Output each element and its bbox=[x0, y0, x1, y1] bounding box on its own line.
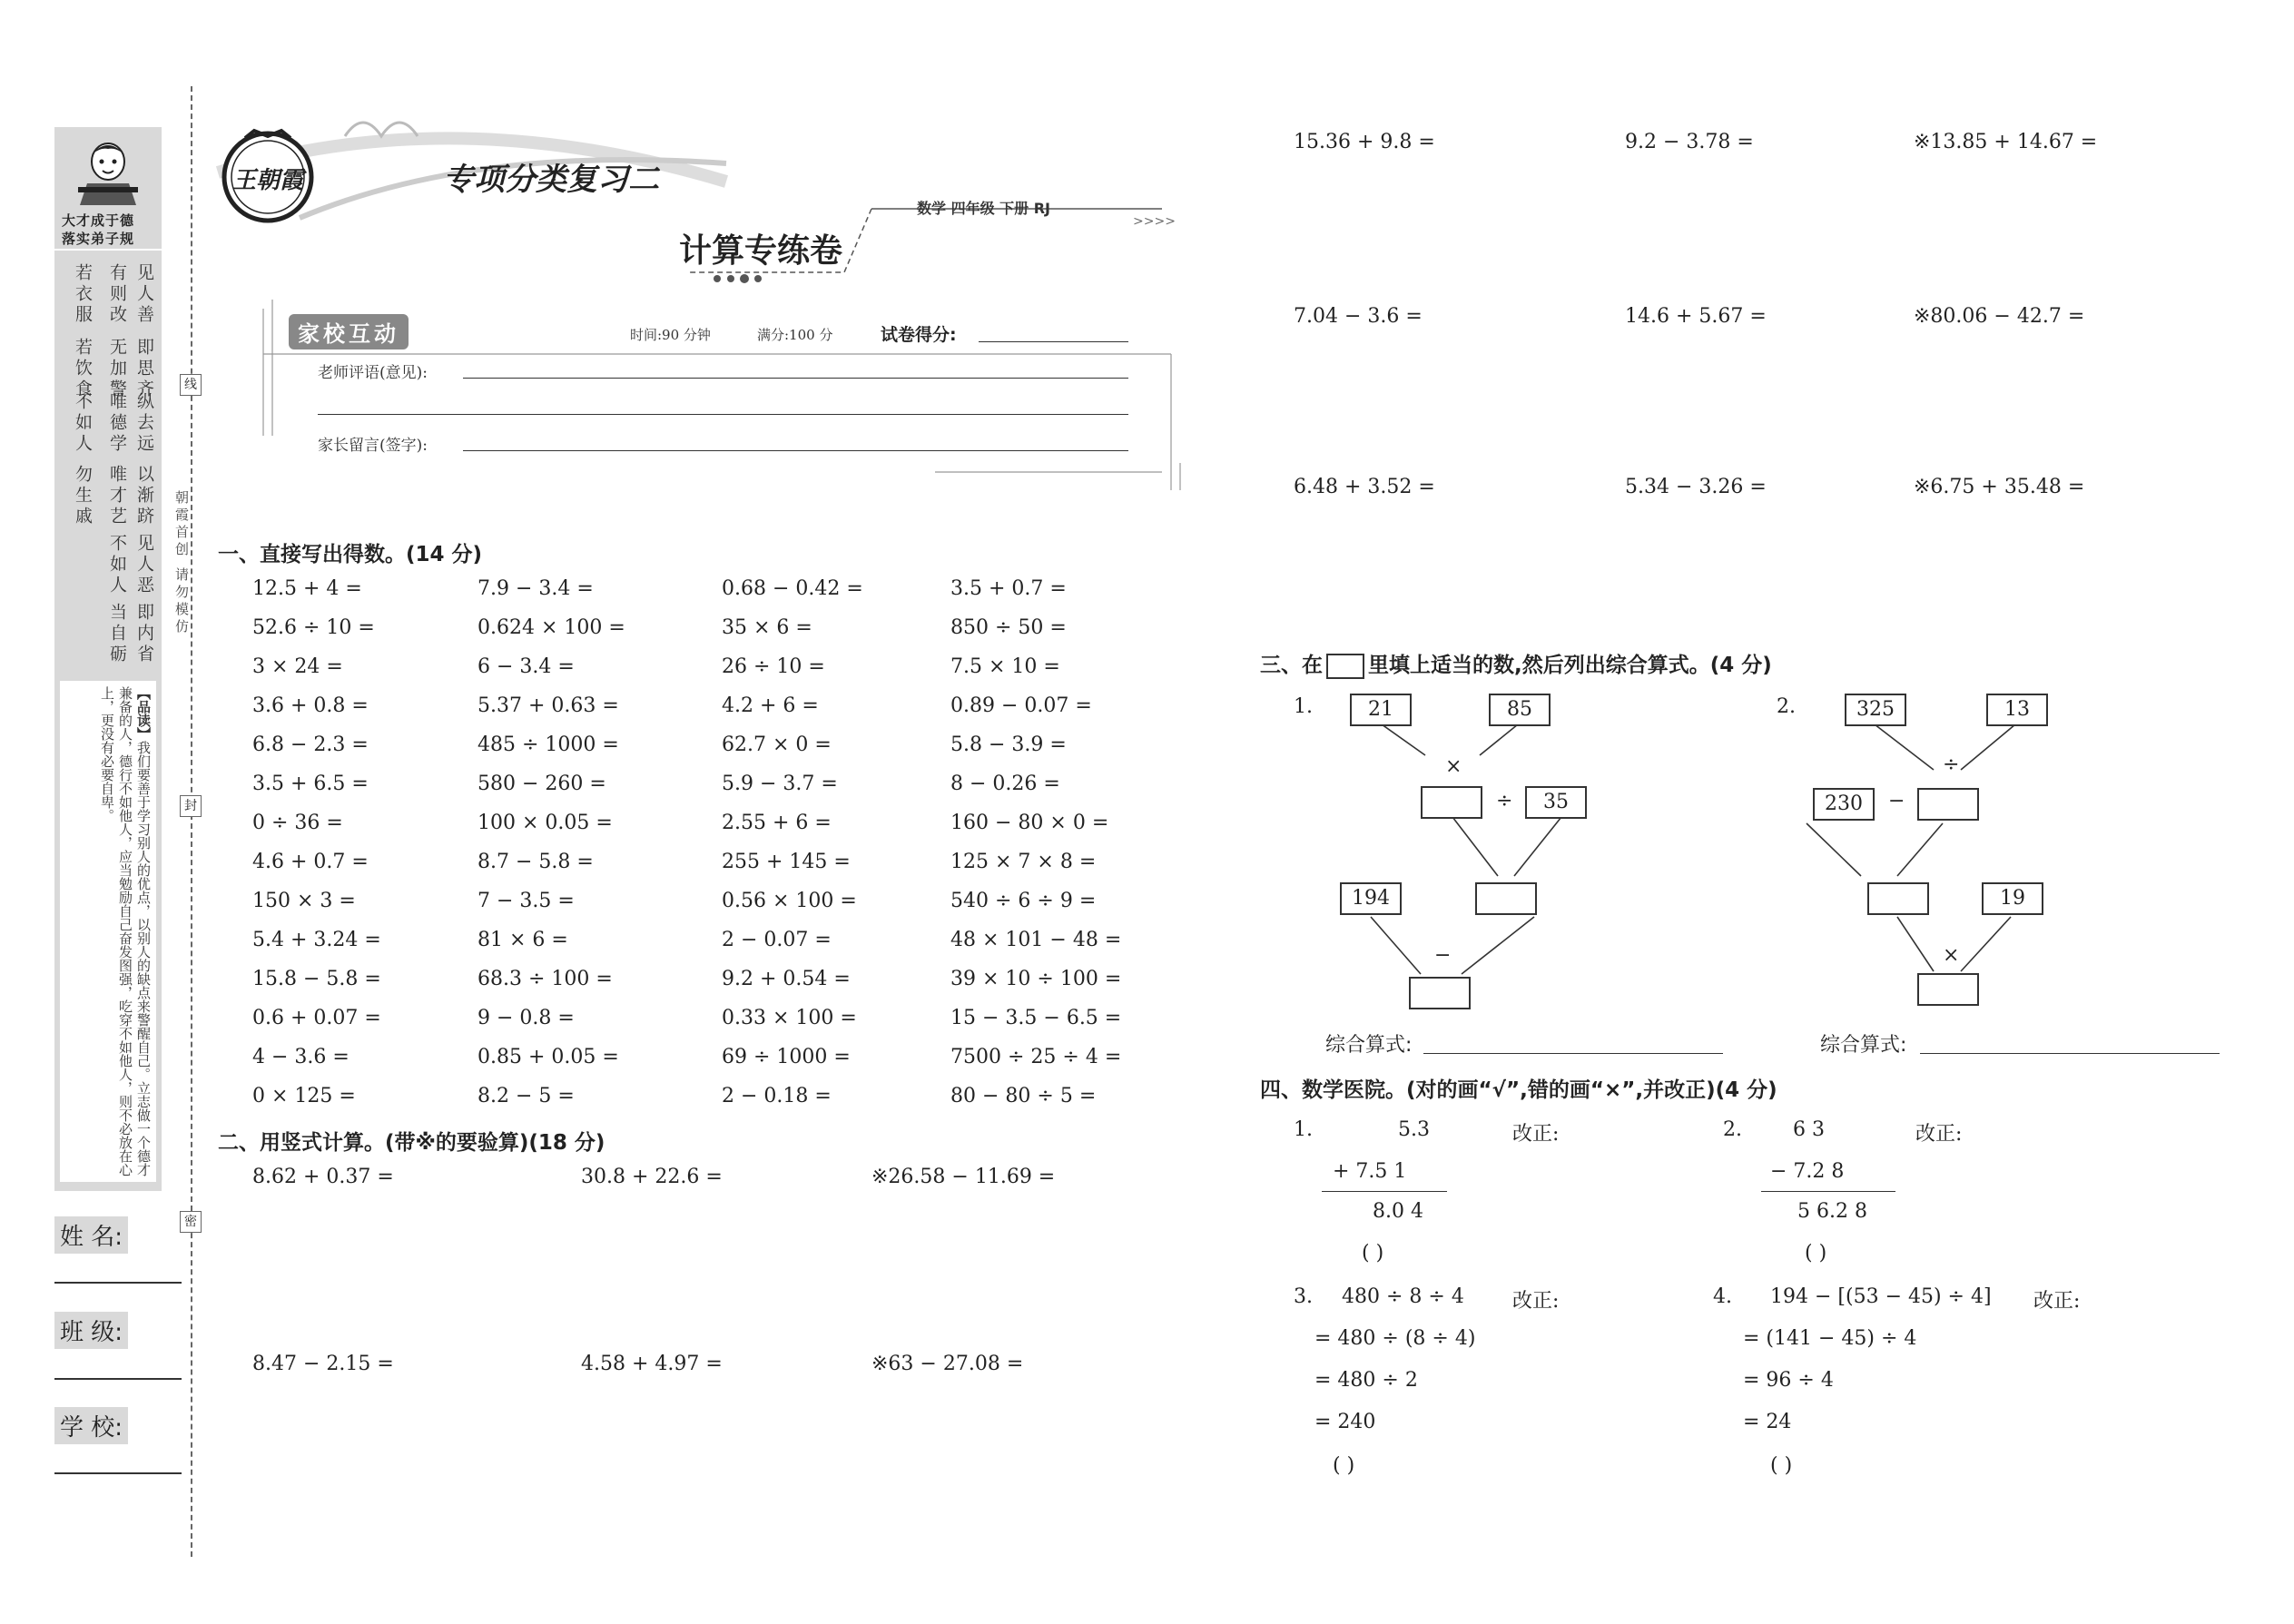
operator: × bbox=[1943, 944, 1960, 967]
mental-math-item: 12.5 + 4 = bbox=[252, 577, 362, 600]
vertical-calc-item: 5.34 − 3.26 = bbox=[1625, 476, 1767, 498]
mental-math-item: 5.8 − 3.9 = bbox=[950, 733, 1067, 756]
problem-number: 3. bbox=[1294, 1285, 1313, 1308]
vertical-calc-item: 8.62 + 0.37 = bbox=[252, 1166, 394, 1188]
given-number-box: 194 bbox=[1340, 882, 1402, 915]
mental-math-item: 5.9 − 3.7 = bbox=[722, 773, 838, 795]
exam-series-title: 专项分类复习二 bbox=[443, 162, 659, 198]
poem-col: 若衣服 bbox=[73, 263, 93, 326]
cut-mark: 密 bbox=[180, 1211, 202, 1233]
cut-mark: 封 bbox=[180, 795, 202, 817]
mental-math-item: 15.8 − 5.8 = bbox=[252, 968, 381, 990]
cut-mark: 线 bbox=[180, 374, 202, 396]
reading-text: 【品读】我们要善于学习别人的优点，以别人的缺点来警醒自己。立志做一个德才兼备的人，德行不如他人，应当勉励自己奋发图强，吃穿不如他人，则不必放在心上，更没有必要自卑。 bbox=[99, 686, 152, 1176]
brand-name: 王朝霞 bbox=[232, 167, 304, 194]
section-4-title: 四、数学医院。(对的画“√”,错的画“×”,并改正)(4 分) bbox=[1260, 1078, 1777, 1102]
mental-math-item: 3.6 + 0.8 = bbox=[252, 694, 369, 717]
formula-input-line[interactable] bbox=[1423, 1053, 1723, 1054]
motto-line-2: 落实弟子规 bbox=[62, 231, 135, 247]
operator: − bbox=[1434, 944, 1452, 967]
vertical-calc-item: ※26.58 − 11.69 = bbox=[871, 1166, 1056, 1188]
mental-math-item: 35 × 6 = bbox=[722, 616, 812, 639]
mental-math-item: 4.2 + 6 = bbox=[722, 694, 819, 717]
motto-line-1: 大才成于德 bbox=[62, 212, 135, 229]
mental-math-item: 0.6 + 0.07 = bbox=[252, 1007, 381, 1029]
fix-label: 改正: bbox=[2033, 1290, 2081, 1313]
mental-math-item: 850 ÷ 50 = bbox=[950, 616, 1067, 639]
poem-col: 若饮食 bbox=[73, 338, 93, 400]
mental-math-item: 5.37 + 0.63 = bbox=[478, 694, 619, 717]
mental-math-item: 0 × 125 = bbox=[252, 1085, 356, 1107]
vertical-calc-item: ※6.75 + 35.48 = bbox=[1914, 476, 2085, 498]
answer-box[interactable] bbox=[1409, 977, 1471, 1009]
expression: 194 − [(53 − 45) ÷ 4] bbox=[1770, 1285, 1992, 1308]
mental-math-item: 2 − 0.18 = bbox=[722, 1085, 832, 1107]
mental-math-item: 580 − 260 = bbox=[478, 773, 606, 795]
mental-math-item: 0.33 × 100 = bbox=[722, 1007, 857, 1029]
section-2-title: 二、用竖式计算。(带※的要验算)(18 分) bbox=[218, 1131, 605, 1155]
column-mid: + 7.5 1 bbox=[1333, 1160, 1407, 1183]
vertical-calc-item: 30.8 + 22.6 = bbox=[581, 1166, 723, 1188]
class-input-line[interactable] bbox=[54, 1378, 182, 1380]
operator: × bbox=[1445, 755, 1462, 778]
answer-box[interactable] bbox=[1917, 788, 1979, 821]
vertical-calc-item: 8.47 − 2.15 = bbox=[252, 1353, 394, 1375]
mental-math-item: 9 − 0.8 = bbox=[478, 1007, 575, 1029]
poem-col: 即内省 bbox=[134, 603, 154, 665]
mental-math-item: 540 ÷ 6 ÷ 9 = bbox=[950, 890, 1097, 912]
mental-math-item: 9.2 + 0.54 = bbox=[722, 968, 851, 990]
poem-col: 唯才艺 bbox=[107, 465, 127, 527]
judge-paren[interactable]: ( ) bbox=[1770, 1454, 1793, 1477]
mental-math-item: 125 × 7 × 8 = bbox=[950, 851, 1097, 873]
mental-math-item: 3.5 + 6.5 = bbox=[252, 773, 369, 795]
mental-math-item: 3 × 24 = bbox=[252, 655, 343, 678]
judge-paren[interactable]: ( ) bbox=[1333, 1454, 1355, 1477]
poem-col: 纵去远 bbox=[134, 392, 154, 455]
column-top: 6 3 bbox=[1793, 1118, 1825, 1141]
vertical-calc-item: 6.48 + 3.52 = bbox=[1294, 476, 1435, 498]
vertical-calc-item: 7.04 − 3.6 = bbox=[1294, 305, 1423, 328]
step: = 240 bbox=[1314, 1411, 1376, 1433]
poem-col: 当自砺 bbox=[107, 603, 127, 665]
given-number-box: 19 bbox=[1982, 882, 2043, 915]
answer-box[interactable] bbox=[1867, 882, 1929, 915]
judge-paren[interactable]: ( ) bbox=[1805, 1242, 1827, 1265]
column-result: 8.0 4 bbox=[1373, 1200, 1423, 1223]
cut-note: 朝霞首创 请勿模仿 bbox=[173, 490, 190, 636]
mental-math-item: 100 × 0.05 = bbox=[478, 812, 613, 834]
name-input-line[interactable] bbox=[54, 1282, 182, 1284]
mental-math-item: 0.89 − 0.07 = bbox=[950, 694, 1092, 717]
mental-math-item: 62.7 × 0 = bbox=[722, 733, 832, 756]
arrows-icon: >>>> bbox=[1133, 214, 1176, 229]
school-label: 学 校: bbox=[54, 1407, 182, 1444]
column-rule bbox=[1761, 1191, 1895, 1192]
vertical-calc-item: 15.36 + 9.8 = bbox=[1294, 131, 1435, 153]
given-number-box: 13 bbox=[1986, 694, 2048, 726]
judge-paren[interactable]: ( ) bbox=[1362, 1242, 1384, 1265]
given-number-box: 230 bbox=[1813, 788, 1875, 821]
school-input-line[interactable] bbox=[54, 1472, 182, 1474]
mental-math-item: 6.8 − 2.3 = bbox=[252, 733, 369, 756]
mental-math-item: 7.9 − 3.4 = bbox=[478, 577, 594, 600]
column-top: 5.3 bbox=[1398, 1118, 1430, 1141]
time-label: 时间:90 分钟 bbox=[630, 327, 711, 343]
mental-math-item: 160 − 80 × 0 = bbox=[950, 812, 1109, 834]
mental-math-item: 6 − 3.4 = bbox=[478, 655, 575, 678]
section-1-title: 一、直接写出得数。(14 分) bbox=[218, 543, 483, 566]
vertical-calc-item: ※63 − 27.08 = bbox=[871, 1353, 1024, 1375]
column-rule bbox=[1322, 1191, 1447, 1192]
mental-math-item: 0.68 − 0.42 = bbox=[722, 577, 863, 600]
poem-col: 见人善 bbox=[134, 263, 154, 326]
operator: − bbox=[1888, 790, 1905, 812]
problem-number: 4. bbox=[1713, 1285, 1732, 1308]
mental-math-item: 0.624 × 100 = bbox=[478, 616, 625, 639]
vertical-calc-item: 14.6 + 5.67 = bbox=[1625, 305, 1767, 328]
expression: 480 ÷ 8 ÷ 4 bbox=[1342, 1285, 1464, 1308]
mental-math-item: 80 − 80 ÷ 5 = bbox=[950, 1085, 1097, 1107]
mental-math-item: 0.56 × 100 = bbox=[722, 890, 857, 912]
poem-col: 有则改 bbox=[107, 263, 127, 326]
vertical-calc-item: 9.2 − 3.78 = bbox=[1625, 131, 1754, 153]
fix-label: 改正: bbox=[1512, 1290, 1560, 1313]
mental-math-item: 0 ÷ 36 = bbox=[252, 812, 343, 834]
fix-label: 改正: bbox=[1512, 1123, 1560, 1146]
mental-math-item: 52.6 ÷ 10 = bbox=[252, 616, 375, 639]
operator: ÷ bbox=[1496, 790, 1513, 812]
score-label: 试卷得分: bbox=[881, 325, 957, 345]
mental-math-item: 4.6 + 0.7 = bbox=[252, 851, 369, 873]
mental-math-item: 3.5 + 0.7 = bbox=[950, 577, 1067, 600]
full-score-label: 满分:100 分 bbox=[757, 327, 833, 343]
given-number-box: 21 bbox=[1350, 694, 1412, 726]
given-number-box: 35 bbox=[1525, 786, 1587, 819]
column-mid: − 7.2 8 bbox=[1770, 1160, 1845, 1183]
poem-col: 见人恶 bbox=[134, 534, 154, 596]
formula-label: 综合算式: bbox=[1820, 1034, 1907, 1057]
name-label: 姓 名: bbox=[54, 1216, 182, 1254]
fix-label: 改正: bbox=[1915, 1123, 1963, 1146]
mental-math-item: 81 × 6 = bbox=[478, 929, 568, 951]
operator: ÷ bbox=[1943, 753, 1960, 776]
answer-box[interactable] bbox=[1917, 973, 1979, 1006]
poem-col: 即思齐 bbox=[134, 338, 154, 400]
class-label: 班 级: bbox=[54, 1312, 182, 1349]
answer-box[interactable] bbox=[1475, 882, 1537, 915]
problem-number: 2. bbox=[1723, 1118, 1742, 1141]
vertical-calc-item: 4.58 + 4.97 = bbox=[581, 1353, 723, 1375]
mental-math-item: 8 − 0.26 = bbox=[950, 773, 1060, 795]
given-number-box: 85 bbox=[1489, 694, 1551, 726]
poem-col: 唯德学 bbox=[107, 392, 127, 455]
mental-math-item: 8.2 − 5 = bbox=[478, 1085, 575, 1107]
problem-number: 2. bbox=[1777, 695, 1796, 718]
mental-math-item: 39 × 10 ÷ 100 = bbox=[950, 968, 1122, 990]
mental-math-item: 15 − 3.5 − 6.5 = bbox=[950, 1007, 1122, 1029]
vertical-calc-item: ※80.06 − 42.7 = bbox=[1914, 305, 2085, 328]
mental-math-item: 2 − 0.07 = bbox=[722, 929, 832, 951]
step: = (141 − 45) ÷ 4 bbox=[1743, 1327, 1917, 1350]
step: = 96 ÷ 4 bbox=[1743, 1369, 1834, 1392]
problem-number: 1. bbox=[1294, 1118, 1313, 1141]
problem-number: 1. bbox=[1294, 695, 1313, 718]
mental-math-item: 4 − 3.6 = bbox=[252, 1046, 350, 1068]
formula-input-line[interactable] bbox=[1920, 1053, 2220, 1054]
mental-math-item: 485 ÷ 1000 = bbox=[478, 733, 619, 756]
mental-math-item: 69 ÷ 1000 = bbox=[722, 1046, 851, 1068]
mental-math-item: 150 × 3 = bbox=[252, 890, 356, 912]
poem-col: 无加警 bbox=[107, 338, 127, 400]
mental-math-item: 8.7 − 5.8 = bbox=[478, 851, 594, 873]
step: = 24 bbox=[1743, 1411, 1792, 1433]
grade-meta: 数学 四年级 下册 RJ bbox=[917, 200, 1050, 217]
section-3-title: 三、在 里填上适当的数,然后列出综合算式。(4 分) bbox=[1260, 654, 1772, 677]
mental-math-item: 0.85 + 0.05 = bbox=[478, 1046, 619, 1068]
step: = 480 ÷ 2 bbox=[1314, 1369, 1418, 1392]
poem-col: 不如人 bbox=[107, 534, 127, 596]
column-result: 5 6.2 8 bbox=[1797, 1200, 1867, 1223]
poem-col: 勿生戚 bbox=[73, 465, 93, 527]
mental-math-item: 5.4 + 3.24 = bbox=[252, 929, 381, 951]
answer-box[interactable] bbox=[1421, 786, 1482, 819]
poem-col: 不如人 bbox=[73, 392, 93, 455]
vertical-calc-item: ※13.85 + 14.67 = bbox=[1914, 131, 2098, 153]
given-number-box: 325 bbox=[1845, 694, 1906, 726]
page-title: 计算专练卷 bbox=[679, 232, 843, 270]
mental-math-item: 7.5 × 10 = bbox=[950, 655, 1060, 678]
mental-math-item: 255 + 145 = bbox=[722, 851, 851, 873]
poem-col: 以渐跻 bbox=[134, 465, 154, 527]
mental-math-item: 68.3 ÷ 100 = bbox=[478, 968, 613, 990]
family-school-tag: 家校互动 bbox=[289, 314, 409, 349]
mental-math-item: 26 ÷ 10 = bbox=[722, 655, 825, 678]
teacher-comment-label: 老师评语(意见): bbox=[318, 364, 428, 382]
mental-math-item: 7500 ÷ 25 ÷ 4 = bbox=[950, 1046, 1122, 1068]
mental-math-item: 7 − 3.5 = bbox=[478, 890, 575, 912]
step: = 480 ÷ (8 ÷ 4) bbox=[1314, 1327, 1476, 1350]
formula-label: 综合算式: bbox=[1325, 1034, 1413, 1057]
parent-comment-label: 家长留言(签字): bbox=[318, 437, 428, 455]
mental-math-item: 48 × 101 − 48 = bbox=[950, 929, 1122, 951]
mental-math-item: 2.55 + 6 = bbox=[722, 812, 832, 834]
